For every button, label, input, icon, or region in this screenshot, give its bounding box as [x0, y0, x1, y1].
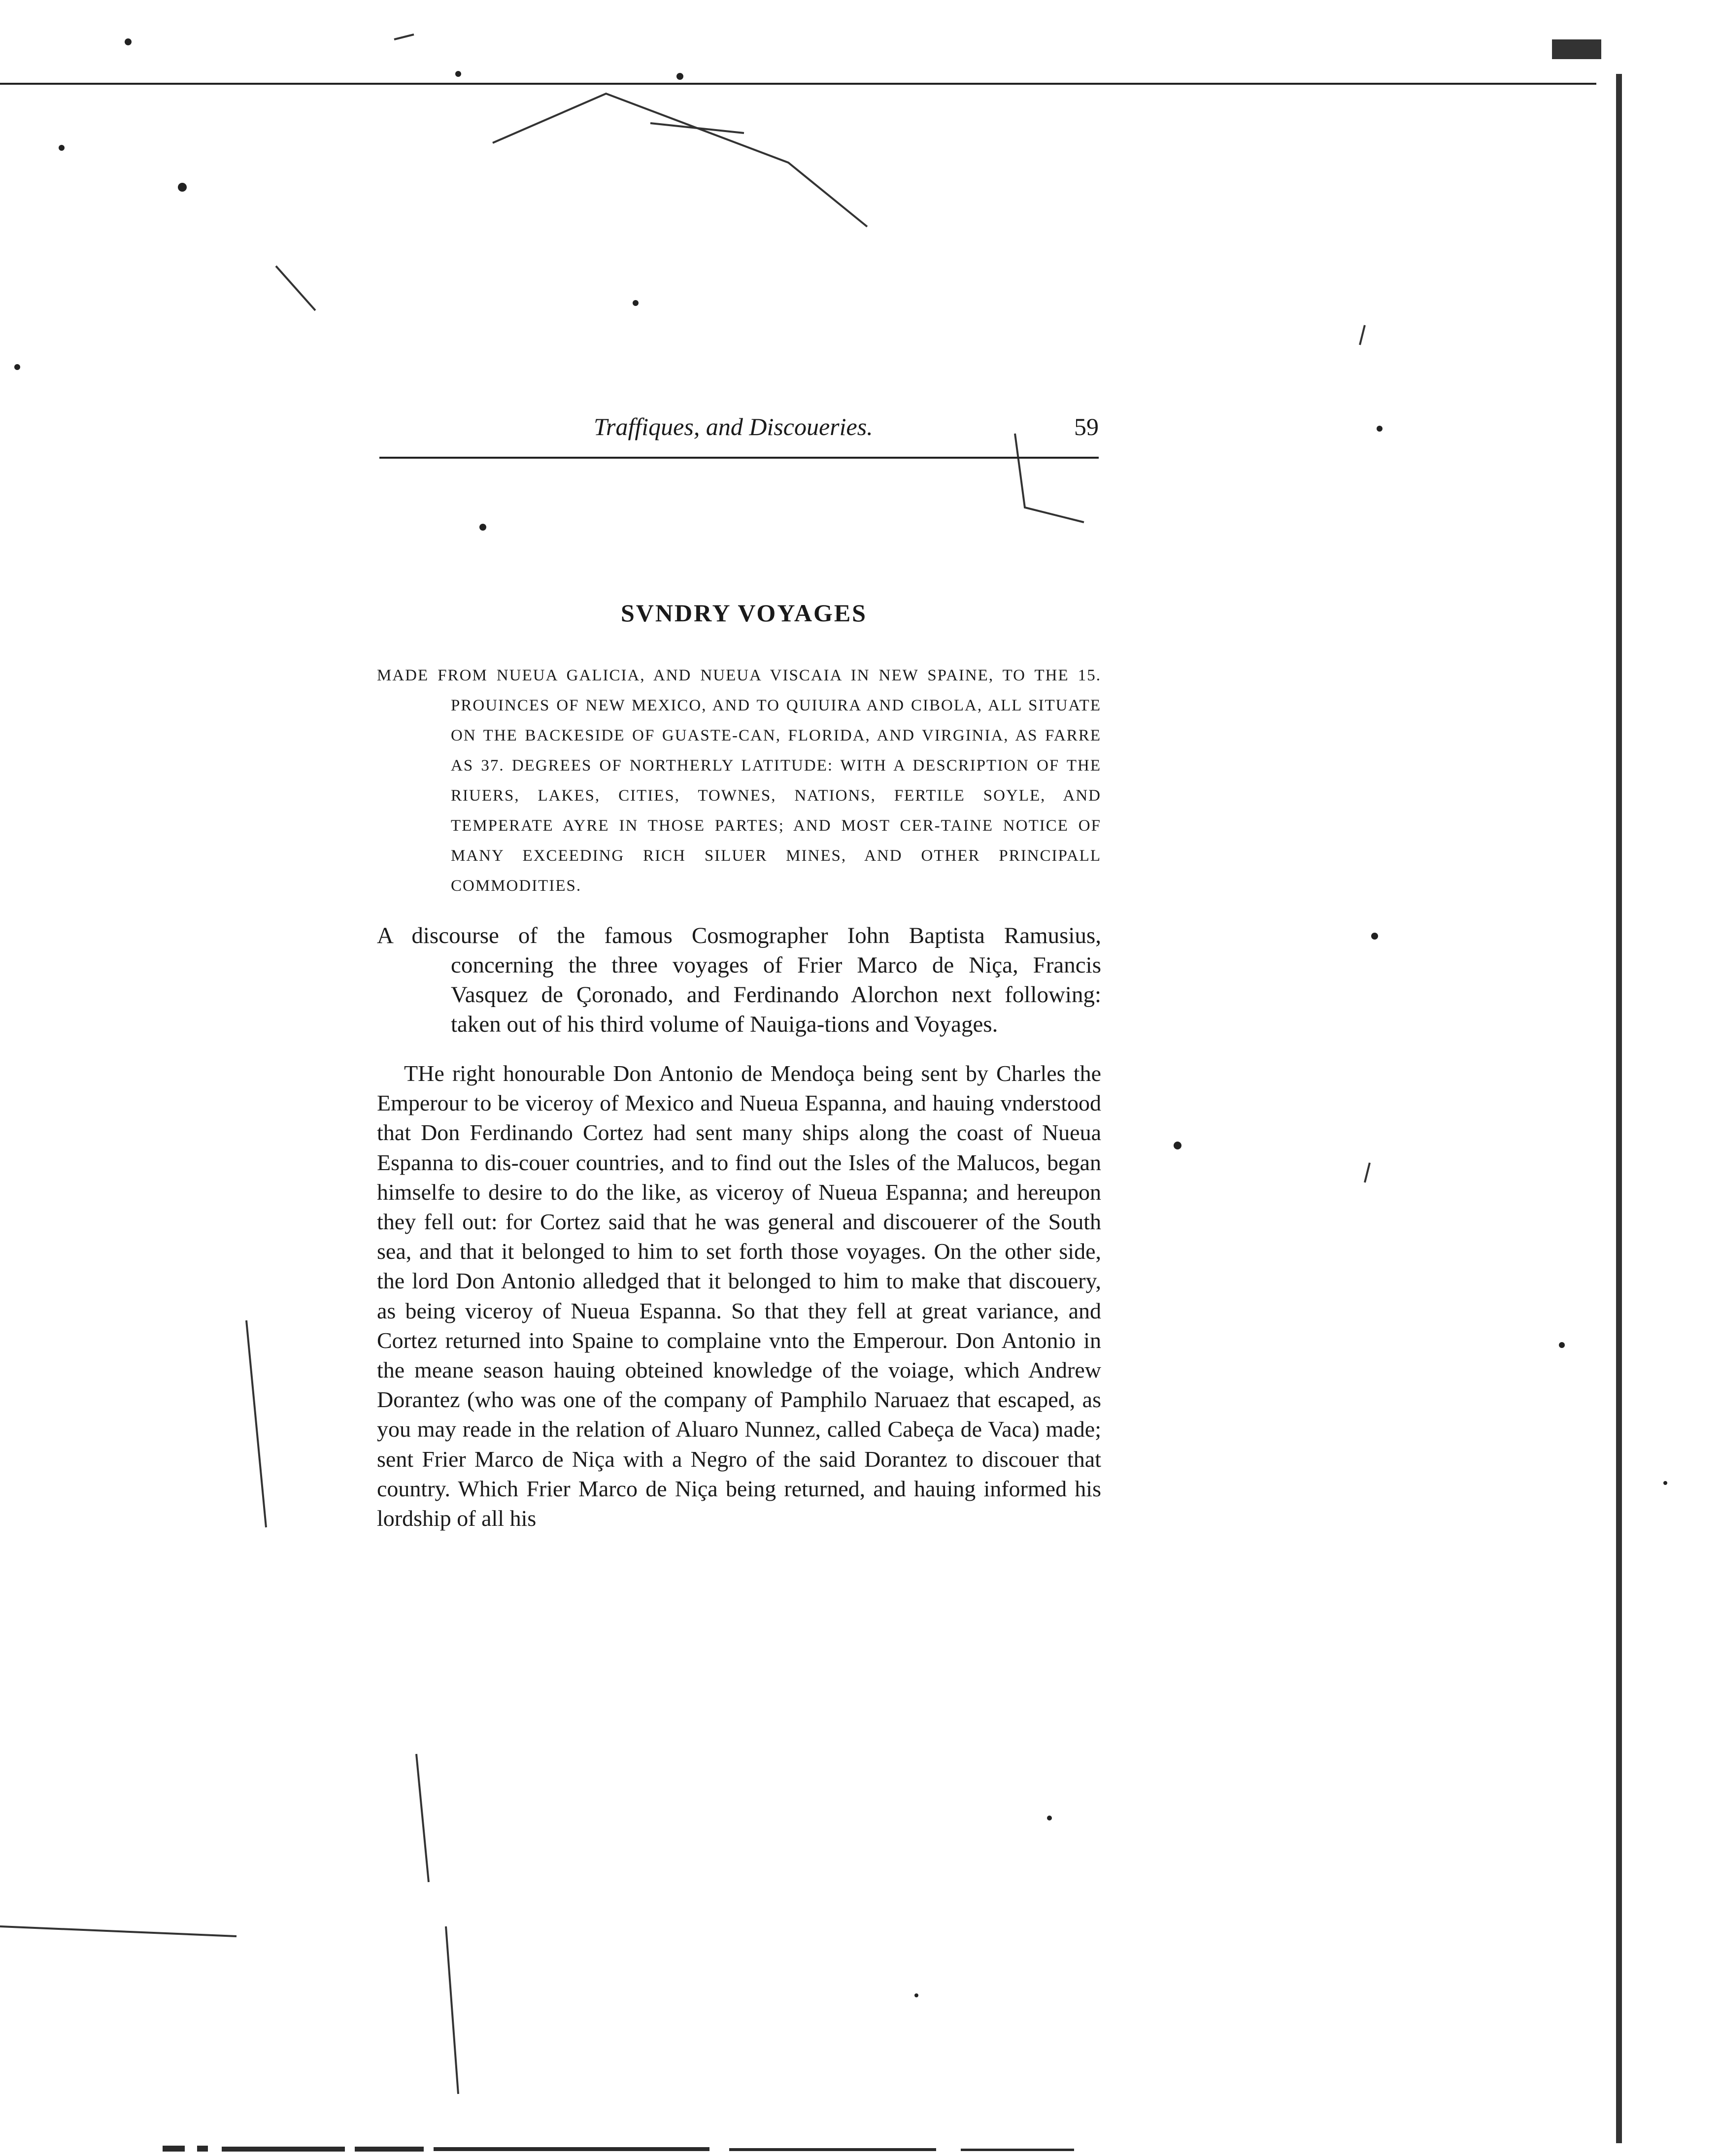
bottom-edge-marks — [163, 2146, 1074, 2152]
running-head — [379, 411, 1099, 458]
header-rule — [379, 457, 1099, 459]
right-edge-marks — [1552, 39, 1622, 2143]
intro-paragraph: A discourse of the famous Cosmographer Iohn Baptista Ramusius, concerning the three voyages of Frier Marco de Niça, Francis Vasquez de Çoronado, and Ferdinando Alorchon next following: taken out of his third volume of Nauiga-tions and Voyages. — [377, 923, 1101, 1037]
body-paragraph: THe right honourable Don Antonio de Mendoça being sent by Charles the Emperour to be viceroy of Mexico and Nueua Espanna, and hauing vnderstood that Don Ferdinando Cortez had sent many ships along the coast of Nueua Espanna to dis-couer countries, and to find out the Isles of the Malucos, began himselfe to desire to do the like, as viceroy of Nueua Espanna; and hereupon they fell out: for Cortez said that he was general and discouerer of the South sea, and that it belonged to him to set forth those voyages. On the other side, the lord Don Antonio alledged that it belonged to him to make that discouery, as being viceroy of Nueua Espanna. So that they fell at great variance, and Cortez returned into Spaine to complaine vnto the Emperour. Don Antonio in the meane season hauing obteined knowledge of the voiage, which Andrew Dorantez (who was one of the company of Pamphilo Naruaez that escaped, as you may reade in the relation of Aluaro Nunnez, called Cabeça de Vaca) made; sent Frier Marco de Niça with a Negro of the said Dorantez to discouer that country. Which Frier Marco de Niça being returned, and hauing informed his lordship of all his — [377, 1061, 1101, 1531]
page-number: 59 — [1074, 413, 1099, 440]
heading: SVNDRY VOYAGES — [620, 599, 867, 627]
main-text-block — [377, 599, 1101, 1533]
subtitle: MADE FROM NUEUA GALICIA, AND NUEUA VISCAIA IN NEW SPAINE, TO THE 15. PROUINCES OF NEW MEXICO, AND TO QUIUIRA AND CIBOLA, ALL SITUATE ON THE BACKESIDE OF GUASTE-CAN, FLORIDA, AND VIRGINIA, AS FARRE AS 37. DEGREES OF NORTHERLY LATITUDE: WITH A DESCRIPTION OF THE RIUERS, LAKES, CITIES, TOWNES, NATIONS, FERTILE SOYLE, AND TEMPERATE AYRE IN THOSE PARTES; AND MOST CER-TAINE NOTICE OF MANY EXCEEDING RICH SILUER MINES, AND OTHER PRINCIPALL COMMODITIES. — [377, 667, 1101, 895]
running-title: Traffiques, and Discoueries. — [594, 413, 873, 440]
top-edge-rule — [0, 83, 1596, 85]
